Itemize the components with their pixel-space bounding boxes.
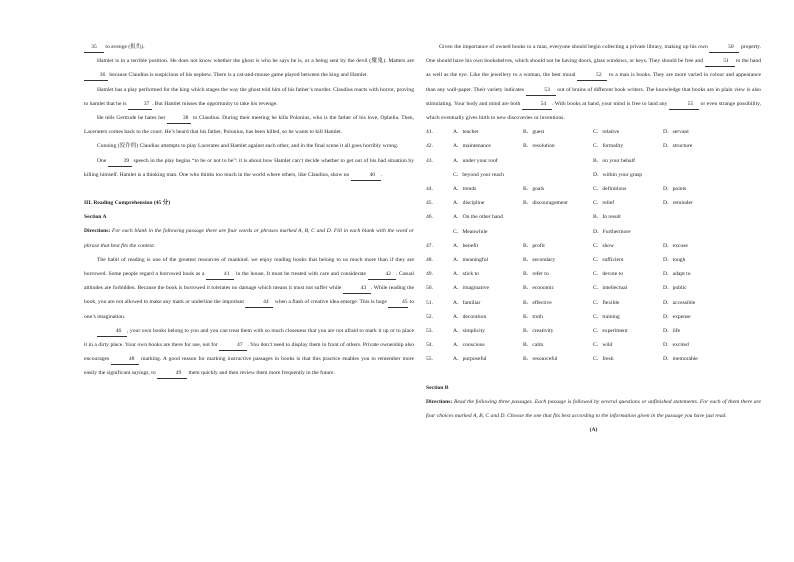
blank-53[interactable]: 53 (526, 85, 556, 96)
paragraph: Hamlet has a play performed for the king which stages the way the ghost told him of his father’s murder. Claudius reacts with horror, proving to hamlet that he is 37 . But Hamlet misses the opportunity to take his revenge. (84, 83, 414, 111)
option-row: 42. A．maintenance B．resolution C．formality D．structure (426, 143, 693, 150)
blank-46[interactable]: 46 (97, 326, 127, 337)
blank-45[interactable]: 45 (388, 297, 408, 308)
passage-label: (A) (589, 427, 598, 434)
blank-42[interactable]: 42 (368, 269, 396, 280)
paragraph: Cunning (狡诈的) Claudius attempts to play Lacerates and Hamlet against each other, and in the final scene it all goes horribly wrong. (97, 143, 399, 150)
blank-55[interactable]: 55 (669, 99, 699, 110)
options-41-42 (426, 125, 761, 153)
section-title: III. Reading Comprehension (45 分) (84, 200, 171, 207)
blank-44[interactable]: 44 (245, 297, 273, 308)
blank-51[interactable]: 51 (705, 56, 735, 67)
continued-line: 35 to avenge (报仇). (84, 40, 414, 54)
blank-37[interactable]: 37 (128, 99, 152, 110)
directions: Directions: Read the following three passages. Each passage is followed by several questions or unfinished statements. For each of them there are four choices marked A, B, C and D. Choose the one that fits best according to the information given in the passage you have just read. (426, 398, 761, 420)
option-row: 54. A．conscious B．calm C．wild D．excited (426, 342, 689, 349)
blank-52[interactable]: 52 (577, 70, 607, 81)
section-a-heading: Section A (84, 214, 107, 221)
reading-paragraph: 46 , your own books belong to you and you can treat them with so much closeness that you are not afraid to mark it up or to place it in a dirty place. Your own books are there for use, not for 47 . You don’t need to display them in front of others. Private ownership also encourages 48 marking. A good reason for marking instructive passages in books is that this practice enables you to remember more easily the significant sayings, to 49 them quickly and then review them more frequently in the future. (84, 324, 414, 381)
blank-35[interactable]: 35 (84, 42, 104, 53)
option-row: 45. A．discipline B．discouragement C．relief D．reminder (426, 200, 693, 207)
blank-48[interactable]: 48 (111, 354, 139, 365)
blank-40[interactable]: 40 (351, 170, 381, 181)
option-row: 48. A．meaningful B．secondary C．sufficient D．tough (426, 257, 686, 264)
option-row-43a: 43. A．under your roof B．on your behalf (426, 157, 635, 164)
option-row: 50. A．imaginative B．economic C．intellectual D．public (426, 285, 687, 292)
right-column (426, 40, 761, 437)
blank-47[interactable]: 47 (219, 340, 247, 351)
option-row: 51. A．familiar B．effective C．flexible D．accessible (426, 299, 696, 306)
option-row: 52. A．decoration B．truth C．training D．expense (426, 313, 691, 320)
option-row-43b: C．beyond your reach D．within your grasp (453, 171, 643, 178)
option-row: 41. A．teacher B．guest C．relative D．servant (426, 129, 689, 136)
paragraph: Hamlet is in a terrible position. He does not know whether the ghost is who he says he is, or a being sent by the devil (魔鬼). Matters are 36 because Claudius is suspicious of his nephew. There is a cat-and-mouse game played between the king and Hamlet. (84, 54, 414, 82)
option-row: 53. A．simplicity B．creativity C．experiment D．life (426, 328, 681, 335)
blank-50[interactable]: 50 (709, 42, 739, 53)
option-row: 49. A．stick to B．refer to C．devote to D．adapt to (426, 271, 691, 278)
reading-paragraph: The habit of reading is one of the greatest resources of mankind. we enjoy reading books that belong to us much more than if they are borrowed. Some people regard a borrowed book as a 41 in the house. It must be treated with care and considerate 42 . Casual attitudes are forbidden. Because the book is borrowed it tolerates no damage which means it must not suffer while 43 . While reading the book, you are not allowed to make any mark or underline the important 44 when a flash of creative idea emerge. This is huge 45 to one’s imagination. (84, 256, 415, 320)
option-row-46a: 46. A．On the other hand B．In result (426, 214, 621, 221)
blank-39[interactable]: 39 (108, 156, 132, 167)
option-row-46b: C．Meanwhile D．Furthermore (453, 228, 631, 235)
blank-49[interactable]: 49 (157, 368, 187, 379)
reading-paragraph: Given the importance of owned books to a man, everyone should begin collecting a private library, making up his own 50 property. One should have his own bookshelves, which should not be having doors, glass windows, or keys. They should be free and 51 to the hand as well as the eye. Like the jewellery to a woman, the best mural 52 to a man is books. They are more varied in colour and appearance than any wall-paper. Their variety indicates 53 out of brains of different book writers. The knowledge that books are in plain view is also stimulating. Your body and mind are both 54 . With books at hand, your mind is free to land any 55 or even strange possibility, which eventually gives birth to new discoveries or inventions. (426, 44, 762, 122)
blank-36[interactable]: 36 (84, 70, 108, 81)
blank-54[interactable]: 54 (522, 99, 552, 110)
blank-38[interactable]: 38 (167, 113, 191, 124)
blank-41[interactable]: 41 (206, 269, 234, 280)
option-row: 47. A．benefit B．profit C．show D．excuse (426, 242, 688, 249)
option-row: 55. A．purposeful B．resourceful C．fresh D．memorable (426, 356, 698, 363)
paragraph: One 39 speech in the play begins “to be or not to be”: it is about how Hamlet can’t decide whether to get out of his bad situation by killing himself. Hamlet is a thinking man. One who thinks too much in the world where others, like Claudius, show no 40 . (84, 154, 414, 182)
option-row: 44. A．trends B．goals C．definitions D．points (426, 186, 687, 193)
paragraph: He tells Gertrude he hates her 38 to Claudius. During their meeting he kills Polonius, who is the father of his love, Ophelia. Then, Laceraters comes back to the court. He’s heard that his father, Polonius, has been killed, so he wants to kill Hamlet. (84, 115, 414, 136)
left-column (84, 40, 414, 381)
directions: Directions: For each blank in the following passage there are four words or phrases marked A, B, C and D. Fill in each blank with the word or phrase that best fits the context. (84, 228, 414, 249)
options-47-55 (426, 239, 761, 367)
blank-43[interactable]: 43 (343, 283, 371, 294)
section-b-heading: Section B (426, 384, 449, 391)
